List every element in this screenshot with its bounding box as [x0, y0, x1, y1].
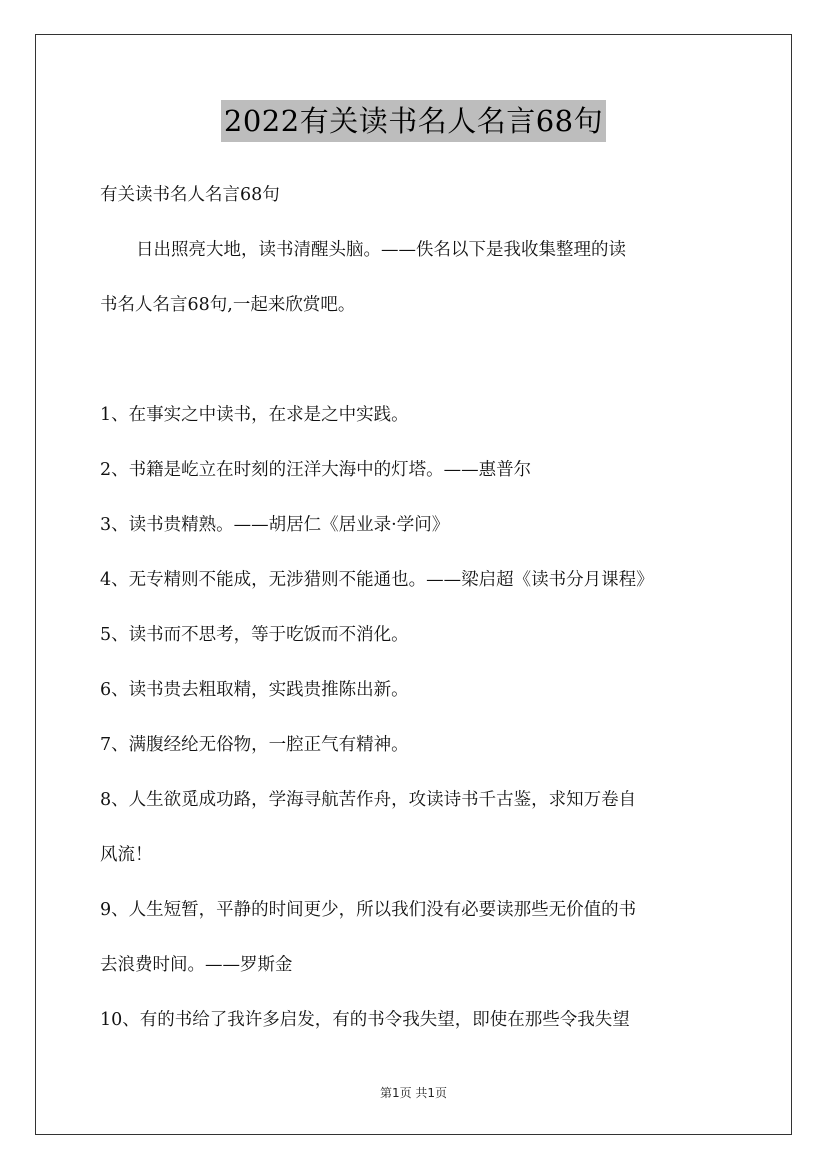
- quote-line: 8、人生欲觅成功路，学海寻航苦作舟，攻读诗书千古鉴，求知万卷自: [100, 790, 637, 810]
- quote-line: 5、读书而不思考，等于吃饭而不消化。: [100, 625, 409, 645]
- document-body: [100, 168, 728, 1048]
- title-area: [0, 100, 827, 142]
- quote-line: 9、人生短暂，平静的时间更少，所以我们没有必要读那些无价值的书: [100, 900, 637, 920]
- document-subtitle: 有关读书名人名言68句: [100, 185, 280, 205]
- quote-line: 7、满腹经纶无俗物，一腔正气有精神。: [100, 735, 409, 755]
- quote-line: 风流！: [100, 845, 153, 865]
- quote-line: 10、有的书给了我许多启发，有的书令我失望，即使在那些令我失望: [100, 1010, 630, 1030]
- quote-line: 2、书籍是屹立在时刻的汪洋大海中的灯塔。——惠普尔: [100, 460, 532, 480]
- document-title: 2022有关读书名人名言68句: [221, 100, 606, 142]
- quote-line: 4、无专精则不能成，无涉猎则不能通也。——梁启超《读书分月课程》: [100, 570, 654, 590]
- quote-line: 6、读书贵去粗取精，实践贵推陈出新。: [100, 680, 409, 700]
- quote-line: 3、读书贵精熟。——胡居仁《居业录·学问》: [100, 515, 450, 535]
- intro-line: 书名人名言68句,一起来欣赏吧。: [100, 295, 356, 315]
- quote-line: 1、在事实之中读书，在求是之中实践。: [100, 405, 409, 425]
- quote-line: 去浪费时间。——罗斯金: [100, 955, 293, 975]
- blank-line: [100, 333, 728, 388]
- intro-line: 日出照亮大地，读书清醒头脑。——佚名以下是我收集整理的读: [136, 240, 626, 260]
- page-footer: 第1页 共1页: [379, 1086, 448, 1100]
